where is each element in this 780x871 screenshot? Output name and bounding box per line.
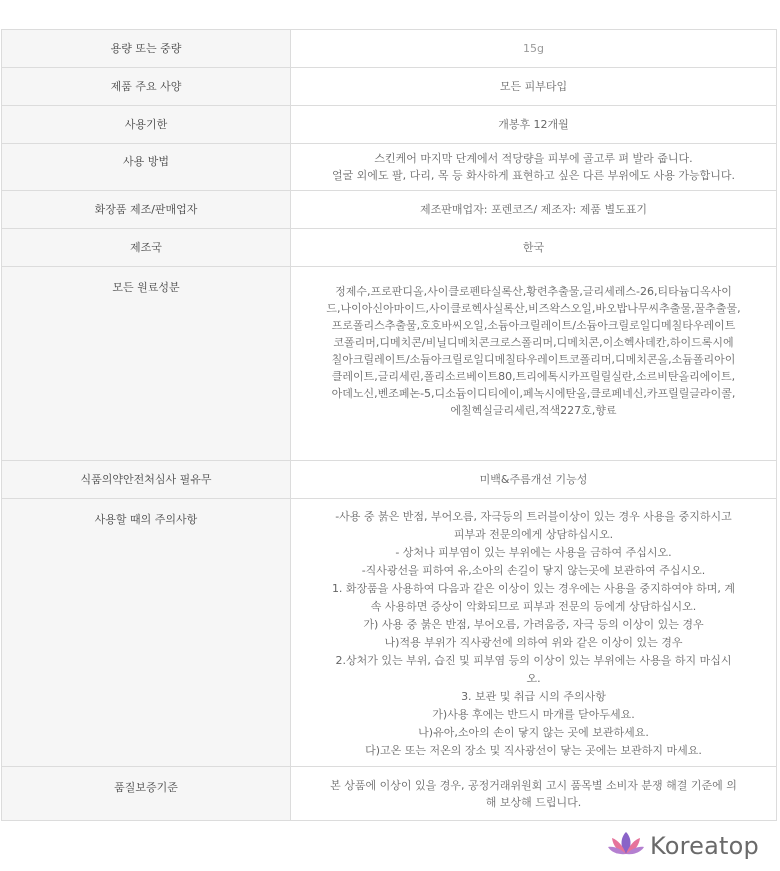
value-line: -사용 중 붉은 반점, 부어오름, 자극등의 트러블이상이 있는 경우 사용을 중지하시고 <box>335 510 732 523</box>
row-value <box>291 106 777 144</box>
row-value <box>291 267 777 461</box>
value-line: 나)유아,소아의 손이 닿지 않는 곳에 보관하세요. <box>418 726 649 739</box>
row-label: 제조국 <box>2 229 291 267</box>
value-line: 가)사용 후에는 반드시 마개를 닫아두세요. <box>432 708 635 721</box>
value-line: 한국 <box>522 241 545 254</box>
value-line: 나)적용 부위가 직사광선에 의하여 위와 같은 이상이 있는 경우 <box>384 636 683 649</box>
value-line: -직사광선을 피하여 유,소아의 손길이 닿지 않는곳에 보관하여 주십시오. <box>361 564 706 577</box>
row-manufacturer <box>2 191 777 229</box>
row-mfds-review <box>2 461 777 499</box>
value-line: 다)고온 또는 저온의 장소 및 직사광선이 닿는 곳에는 보관하지 마세요. <box>365 744 702 757</box>
row-label: 사용할 때의 주의사항 <box>2 499 291 767</box>
row-value <box>291 767 777 821</box>
row-value <box>291 461 777 499</box>
row-quality-guarantee <box>2 767 777 821</box>
row-precautions <box>2 499 777 767</box>
value-line: 아데노신,벤조페논-5,디소듐이디티에이,페녹시에탄올,클로페네신,카프릴릴글라이콜, <box>331 387 736 400</box>
row-label: 모든 원료성분 <box>2 267 291 461</box>
value-line: 3. 보관 및 취급 시의 주의사항 <box>461 690 606 703</box>
value-line: - 상처나 피부염이 있는 부위에는 사용을 금하여 주십시오. <box>395 546 672 559</box>
row-value <box>291 229 777 267</box>
value-line: 2.상처가 있는 부위, 습진 및 피부염 등의 이상이 있는 부위에는 사용을 하지 마십시 <box>335 654 732 667</box>
row-capacity <box>2 30 777 68</box>
value-line: 15g <box>523 42 544 55</box>
value-line: 피부과 전문의에게 상담하십시오. <box>453 528 614 541</box>
value-line: 에칠헥실글리세린,적색227호,향료 <box>450 404 617 417</box>
value-line: 프로폴리스추출물,호호바씨오일,소듐아크릴레이트/소듐아크릴로일디메칠타우레이트 <box>331 319 736 332</box>
row-country <box>2 229 777 267</box>
lotus-icon <box>606 828 646 864</box>
lotus-icon-svg <box>606 828 646 860</box>
brand-logo <box>606 828 776 864</box>
value-line: 모든 피부타입 <box>499 80 568 93</box>
row-value <box>291 30 777 68</box>
row-label: 사용기한 <box>2 106 291 144</box>
row-value <box>291 191 777 229</box>
value-line: 얼굴 외에도 팔, 다리, 목 등 화사하게 표현하고 싶은 다른 부위에도 사용 가능합니다. <box>331 169 736 182</box>
product-info-table <box>1 29 777 821</box>
brand-name: Koreatop <box>650 832 759 860</box>
value-line: 개봉후 12개월 <box>498 118 569 131</box>
value-line: 해 보상해 드립니다. <box>485 795 582 809</box>
value-line: 드,나이아신아마이드,사이클로헥사실록산,비즈왁스오일,바오밥나무씨추출물,꿀추출물, <box>326 302 741 315</box>
value-line: 오. <box>526 672 541 685</box>
row-label: 화장품 제조/판매업자 <box>2 191 291 229</box>
row-value <box>291 144 777 191</box>
row-label: 품질보증기준 <box>2 767 291 821</box>
value-line: 정제수,프로판디올,사이클로펜타실록산,황련추출물,글리세레스-26,티타늄디옥사이 <box>335 285 732 298</box>
row-value <box>291 499 777 767</box>
row-label: 용량 또는 중량 <box>2 30 291 68</box>
row-usage <box>2 144 777 191</box>
value-line: 본 상품에 이상이 있을 경우, 공정거래위원회 고시 품목별 소비자 분쟁 해결 기준에 의 <box>330 778 737 792</box>
row-value <box>291 68 777 106</box>
value-line: 코폴리머,디메치콘/비닐디메치콘크로스폴리머,디메치콘,이소헥사데칸,하이드록시에 <box>333 336 734 349</box>
value-line: 칠아크릴레이트/소듐아크릴로일디메칠타우레이트코폴리머,디메치콘올,소듐폴리아이 <box>331 353 736 366</box>
row-label: 식품의약안전처심사 필유무 <box>2 461 291 499</box>
row-ingredients <box>2 267 777 461</box>
row-main-spec <box>2 68 777 106</box>
row-expiry <box>2 106 777 144</box>
row-label: 사용 방법 <box>2 144 291 191</box>
value-line: 1. 화장품을 사용하여 다음과 같은 이상이 있는 경우에는 사용을 중지하여야 하며, 계 <box>331 582 736 595</box>
value-line: 제조판매업자: 포렌코즈/ 제조자: 제품 별도표기 <box>420 203 647 216</box>
value-line: 미백&주름개선 기능성 <box>479 473 588 486</box>
value-line: 스킨케어 마지막 단계에서 적당량을 피부에 골고루 펴 발라 줍니다. <box>374 152 693 165</box>
value-line: 속 사용하면 증상이 악화되므로 피부과 전문의 등에게 상담하십시오. <box>370 600 697 613</box>
value-line: 가) 사용 중 붉은 반점, 부어오름, 가려움증, 자극 등의 이상이 있는 경우 <box>363 618 704 631</box>
value-line: 클레이트,글리세린,폴리소르베이트80,트리에톡시카프릴릴실란,소르비탄올리에이트, <box>331 370 736 383</box>
row-label: 제품 주요 사양 <box>2 68 291 106</box>
